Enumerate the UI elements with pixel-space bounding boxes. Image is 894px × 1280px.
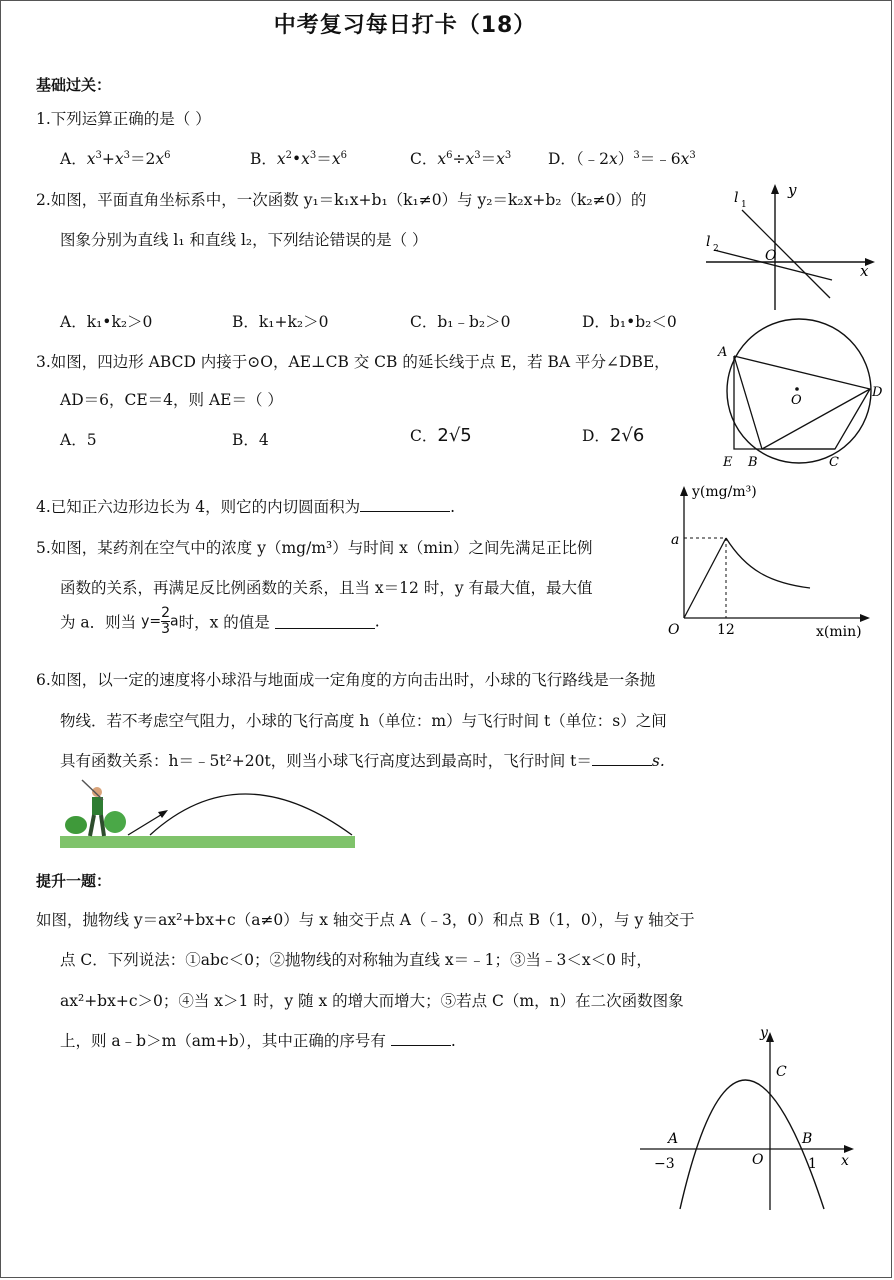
q3-fig-A: A bbox=[718, 345, 728, 360]
q3-option-b: B．4 bbox=[232, 431, 269, 449]
q5-fig-origin: O bbox=[668, 622, 680, 638]
q3-line1: 3.如图，四边形 ABCD 内接于⊙O，AE⊥CB 交 CB 的延长线于点 E，若 BA 平分∠DBE， bbox=[36, 353, 670, 371]
q1-option-c: C．$x^6\div x^3=x^3$ bbox=[410, 149, 512, 168]
q7-line3: ax²+bx+c＞0；④当 x＞1 时，y 随 x 的增大而增大；⑤若点 C（m，n）在二次函数图象 bbox=[60, 992, 684, 1010]
q4-answer-blank[interactable] bbox=[360, 497, 450, 512]
q7-fig-C: C bbox=[776, 1064, 787, 1080]
q2-fig-l2-sub: 2 bbox=[713, 244, 719, 254]
q2-option-d: D．b₁•b₂＜0 bbox=[582, 313, 677, 331]
q2-option-c: C．b₁﹣b₂＞0 bbox=[410, 313, 511, 331]
q3-fig-O: O bbox=[791, 393, 802, 408]
q5-fraction: $\frac{2}{3}$ bbox=[161, 605, 171, 637]
q7-fig-B: B bbox=[802, 1131, 813, 1147]
q7-fig-A: A bbox=[668, 1131, 679, 1147]
q7-fig-x-label: x bbox=[841, 1153, 849, 1169]
q3-fig-B: B bbox=[748, 455, 758, 470]
q5-fig-tick-12: 12 bbox=[717, 622, 735, 638]
q2-fig-origin: O bbox=[765, 248, 777, 264]
q5-answer-blank[interactable] bbox=[275, 614, 375, 629]
q7-line4: 上，则 a﹣b＞m（am+b），其中正确的序号有 . bbox=[60, 1032, 456, 1050]
q2-fig-l1: l bbox=[734, 190, 739, 206]
q2-option-b: B．k₁+k₂＞0 bbox=[232, 313, 329, 331]
q7-fig-tick-1: 1 bbox=[808, 1156, 817, 1172]
q7-fig-y-label: y bbox=[760, 1025, 768, 1041]
section-basic-heading: 基础过关： bbox=[36, 76, 112, 94]
q3-fig-C: C bbox=[829, 455, 839, 470]
q2-line1: 2.如图，平面直角坐标系中，一次函数 y₁＝k₁x+b₁（k₁≠0）与 y₂＝k₂x+b₂（k₂≠0）的 bbox=[36, 191, 647, 209]
q3-fig-E: E bbox=[723, 455, 733, 470]
page-title: 中考复习每日打卡（18） bbox=[273, 13, 537, 38]
q1-option-a: A．$x^3+x^3=2x^6$ bbox=[60, 149, 171, 168]
q3-option-a: A．5 bbox=[60, 431, 97, 449]
q2-fig-l1-sub: 1 bbox=[741, 200, 747, 210]
q6-answer-blank[interactable] bbox=[592, 751, 652, 766]
q2-option-a: A．k₁•k₂＞0 bbox=[60, 313, 153, 331]
q2-fig-x-label: x bbox=[860, 262, 869, 280]
q2-figure-lines-graph bbox=[700, 180, 880, 315]
q5-fig-xlabel: x(min) bbox=[816, 624, 862, 640]
q3-fig-D: D bbox=[872, 385, 883, 400]
q5-figure-concentration-graph bbox=[668, 478, 874, 640]
q7-fig-tick-m3: −3 bbox=[654, 1156, 675, 1172]
q5-fig-a: a bbox=[671, 532, 680, 548]
q6-line3: 具有函数关系：h＝﹣5t²+20t，则当小球飞行高度达到最高时，飞行时间 t＝ s. bbox=[60, 752, 665, 770]
q7-fig-origin: O bbox=[752, 1152, 764, 1168]
q3-line2: AD＝6，CE＝4，则 AE＝（ ） bbox=[60, 391, 283, 409]
q5-fig-ylabel: y(mg/m³) bbox=[692, 484, 757, 500]
q4-text: 4.已知正六边形边长为 4，则它的内切圆面积为 . bbox=[36, 498, 456, 516]
q5-line3: 为 a．则当 y= $\frac{2}{3}$ a时，x 的值是 . bbox=[60, 605, 380, 637]
q7-figure-parabola-graph bbox=[636, 1024, 860, 1214]
q6-line2: 物线．若不考虑空气阻力，小球的飞行高度 h（单位：m）与飞行时间 t（单位：s）之间 bbox=[60, 712, 667, 730]
q2-fig-l2: l bbox=[706, 234, 711, 250]
q7-answer-blank[interactable] bbox=[391, 1031, 451, 1046]
section-advanced-heading: 提升一题： bbox=[36, 872, 112, 890]
q3-option-d: D．2√6 bbox=[582, 425, 645, 446]
q1-option-b: B．$x^2•x^3=x^6$ bbox=[250, 149, 347, 168]
q2-fig-y-label: y bbox=[788, 181, 797, 199]
q1-option-d: D．$(﹣2x)^3=﹣6x^3$ bbox=[548, 149, 696, 168]
q6-figure-golf-illustration bbox=[60, 778, 360, 852]
q7-line2: 点 C．下列说法：①abc＜0；②抛物线的对称轴为直线 x＝﹣1；③当﹣3＜x＜0 时， bbox=[60, 951, 652, 969]
q3-option-c: C．2√5 bbox=[410, 425, 472, 446]
q5-line1: 5.如图，某药剂在空气中的浓度 y（mg/m³）与时间 x（min）之间先满足正比例 bbox=[36, 539, 593, 557]
q6-line1: 6.如图，以一定的速度将小球沿与地面成一定角度的方向击出时，小球的飞行路线是一条抛 bbox=[36, 671, 656, 689]
q3-figure-circle bbox=[712, 316, 892, 474]
q5-line2: 函数的关系，再满足反比例函数的关系，且当 x＝12 时，y 有最大值，最大值 bbox=[60, 579, 593, 597]
q7-line1: 如图，抛物线 y＝ax²+bx+c（a≠0）与 x 轴交于点 A（﹣3，0）和点 B（1，0），与 y 轴交于 bbox=[36, 911, 695, 929]
q2-line2: 图象分别为直线 l₁ 和直线 l₂，下列结论错误的是（ ） bbox=[60, 231, 428, 249]
q1-stem: 1.下列运算正确的是（ ） bbox=[36, 110, 211, 128]
